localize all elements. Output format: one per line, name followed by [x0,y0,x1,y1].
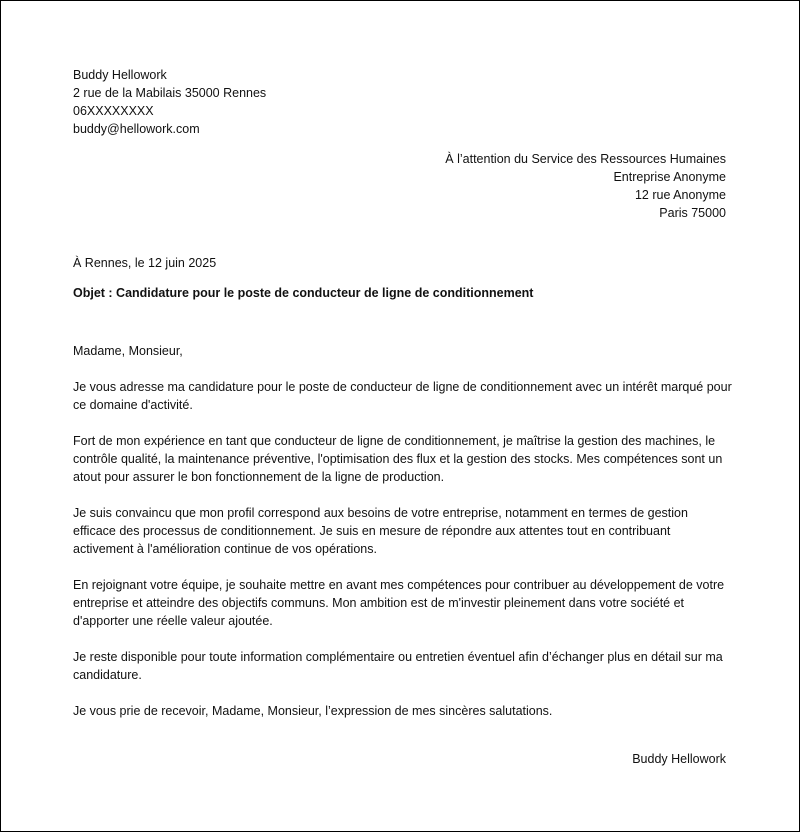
sender-name: Buddy Hellowork [73,68,167,82]
body-paragraph: Je suis convaincu que mon profil correspond aux besoins de votre entreprise, notamment en termes de gestion efficace des processus de conditionnement. Je suis en mesure de répondre aux attentes tout en contribuant activement à l'amélioration continue de vos opérations. [73,506,688,556]
body-paragraph: Je reste disponible pour toute information complémentaire ou entretien éventuel afin d’échanger plus en détail sur ma candidature. [73,650,723,682]
recipient-company: Entreprise Anonyme [613,170,726,184]
recipient-attention: À l’attention du Service des Ressources Humaines [445,152,726,166]
sender-phone: 06XXXXXXXX [73,104,154,118]
body-paragraph: Fort de mon expérience en tant que conducteur de ligne de conditionnement, je maîtrise la gestion des machines, le contrôle qualité, la maintenance préventive, l'optimisation des flux et la gestion des stocks. Mes compétences sont un atout pour assurer le bon fonctionnement de la ligne de production. [73,434,723,484]
recipient-block [445,150,726,222]
letter-body [73,342,733,738]
sender-block [73,66,266,138]
date-line: À Rennes, le 12 juin 2025 [73,256,217,270]
body-paragraph: En rejoignant votre équipe, je souhaite mettre en avant mes compétences pour contribuer au développement de votre entreprise et atteindre des objectifs communs. Mon ambition est de m'investir pleinement dans votre société et d'apporter une réelle valeur ajoutée. [73,578,725,628]
sender-email: buddy@hellowork.com [73,122,200,136]
sender-address: 2 rue de la Mabilais 35000 Rennes [73,86,267,100]
closing-paragraph: Je vous prie de recevoir, Madame, Monsieur, l’expression de mes sincères salutations. [73,704,553,718]
signature: Buddy Hellowork [632,752,726,766]
subject-line: Objet : Candidature pour le poste de conducteur de ligne de conditionnement [73,286,534,300]
recipient-street: 12 rue Anonyme [634,188,726,202]
salutation: Madame, Monsieur, [73,344,183,358]
recipient-city: Paris 75000 [659,206,726,220]
body-paragraph: Je vous adresse ma candidature pour le poste de conducteur de ligne de conditionnement avec un intérêt marqué pour ce domaine d'activité. [73,380,732,412]
